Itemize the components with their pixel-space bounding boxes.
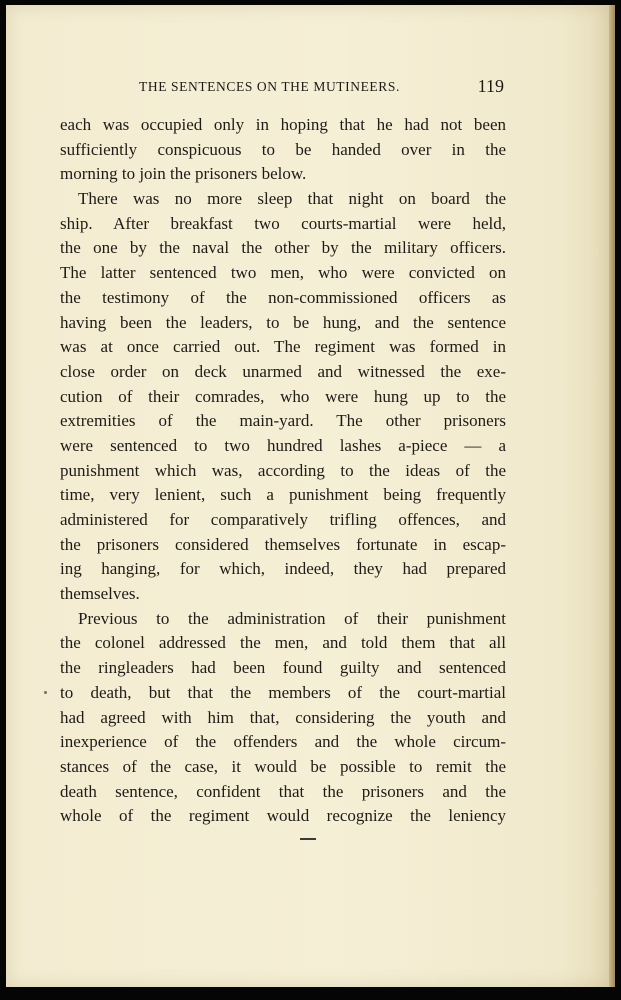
running-title: THE SENTENCES ON THE MUTINEERS. [139, 79, 400, 94]
text-line: time, very lenient, such a punishment being frequently [60, 485, 506, 505]
text-line: There was no more sleep that night on board the [78, 189, 506, 209]
text-line: whole of the regiment would recognize the leniency [60, 806, 506, 826]
text-line: to death, but that the members of the court-martial [60, 682, 506, 702]
text-line: having been the leaders, to be hung, and the sentence [60, 312, 506, 332]
text-line: stances of the case, it would be possible to remit the [60, 756, 506, 776]
text-line: cution of their comrades, who were hung up to the [60, 386, 506, 406]
text-line: Previous to the administration of their punishment [78, 608, 506, 628]
text-line: punishment which was, according to the ideas of the [60, 460, 506, 480]
text-line: inexperience of the offenders and the whole circum- [60, 732, 506, 752]
text-line: the ringleaders had been found guilty and sentenced [60, 658, 506, 678]
text-line: ship. After breakfast two courts-martial were held, [60, 213, 506, 233]
paper-speck [44, 691, 47, 694]
text-line: close order on deck unarmed and witnessed the exe- [60, 361, 506, 381]
text-line: The latter sentenced two men, who were convicted on [60, 263, 506, 283]
page-number: 119 [477, 76, 504, 96]
text-line: was at once carried out. The regiment was formed in [60, 337, 506, 357]
text-line: themselves. [60, 584, 140, 604]
text-line: the colonel addressed the men, and told them that all [60, 633, 506, 653]
text-line: the one by the naval the other by the military officers. [60, 238, 506, 258]
text-line: extremities of the main-yard. The other prisoners [60, 411, 506, 431]
text-line: had agreed with him that, considering the youth and [60, 707, 506, 727]
text-line: the prisoners considered themselves fortunate in escap- [60, 534, 506, 554]
text-line: administered for comparatively trifling offences, and [60, 510, 506, 529]
text-line: death sentence, confident that the prisoners and the [60, 781, 506, 801]
body-text [60, 113, 506, 829]
text-line: the testimony of the non-commissioned officers as [60, 287, 506, 307]
text-line: sufficiently conspicuous to be handed over in the [60, 139, 506, 159]
page-edge [609, 5, 615, 987]
text-line: each was occupied only in hoping that he had not been [60, 115, 506, 134]
running-header [62, 76, 510, 100]
text-line: ing hanging, for which, indeed, they had prepared [60, 559, 506, 579]
signature-mark [300, 838, 316, 840]
text-line: were sentenced to two hundred lashes a-piece — a [60, 435, 506, 455]
text-line: morning to join the prisoners below. [60, 164, 307, 184]
